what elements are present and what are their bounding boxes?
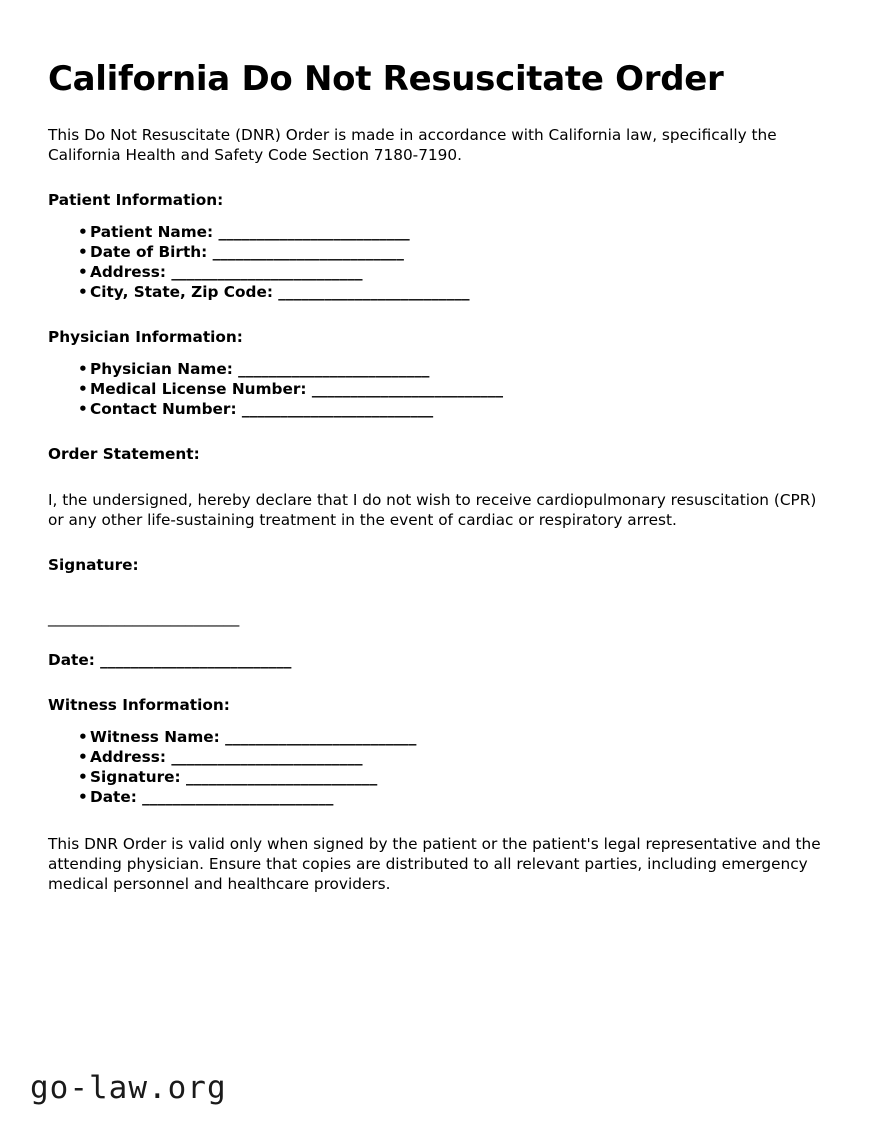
field-label: Date: — [90, 788, 137, 807]
patient-information-field-list — [48, 222, 821, 302]
field-blank[interactable]: _________________________ — [171, 263, 363, 282]
signature-line[interactable]: _________________________ — [48, 609, 240, 628]
patient-information-heading: Patient Information: — [48, 191, 224, 210]
field-blank[interactable]: _________________________ — [100, 651, 292, 670]
field-contact-number — [48, 399, 821, 419]
field-date-of-birth — [48, 242, 821, 262]
page-title: California Do Not Resuscitate Order — [48, 59, 724, 99]
field-blank[interactable]: _________________________ — [171, 748, 363, 767]
field-witness-date — [48, 787, 821, 807]
field-witness-name — [48, 727, 821, 747]
field-address — [48, 262, 821, 282]
field-physician-name — [48, 359, 821, 379]
field-blank[interactable]: _________________________ — [212, 243, 404, 262]
field-label: City, State, Zip Code: — [90, 283, 273, 302]
field-label: Witness Name: — [90, 728, 220, 747]
witness-information-field-list — [48, 727, 821, 807]
field-label: Address: — [90, 263, 166, 282]
field-blank[interactable]: _________________________ — [225, 728, 417, 747]
field-blank[interactable]: _________________________ — [311, 380, 504, 399]
field-label: Medical License Number: — [90, 380, 307, 399]
field-label: Signature: — [90, 768, 181, 787]
signature-date-line — [48, 650, 821, 670]
intro-paragraph: This Do Not Resuscitate (DNR) Order is made in accordance with California law, specifically the California Health and Safety Code Section 7180-7190. — [48, 126, 777, 165]
signature-heading: Signature: — [48, 556, 139, 575]
order-statement-heading: Order Statement: — [48, 445, 200, 464]
field-city-state-zip — [48, 282, 821, 302]
field-label: Date: — [48, 651, 95, 670]
field-witness-signature — [48, 767, 821, 787]
site-watermark: go-law.org — [30, 1070, 227, 1106]
field-label: Patient Name: — [90, 223, 214, 242]
field-label: Address: — [90, 748, 166, 767]
physician-information-heading: Physician Information: — [48, 328, 243, 347]
field-witness-address — [48, 747, 821, 767]
field-blank[interactable]: _________________________ — [241, 400, 434, 419]
field-blank[interactable]: _________________________ — [142, 788, 334, 807]
closing-paragraph: This DNR Order is valid only when signed by the patient or the patient's legal representative and the attending physician. Ensure that copies are distributed to all relevant parties, including emergency medical personnel and healthcare providers. — [48, 835, 821, 894]
field-blank[interactable]: _________________________ — [238, 360, 430, 379]
field-label: Contact Number: — [90, 400, 237, 419]
order-statement-body: I, the undersigned, hereby declare that I do not wish to receive cardiopulmonary resuscitation (CPR) or any other life-sustaining treatment in the event of cardiac or respiratory arrest. — [48, 491, 817, 530]
field-blank[interactable]: _________________________ — [218, 223, 410, 242]
witness-information-heading: Witness Information: — [48, 696, 230, 715]
field-blank[interactable]: _________________________ — [278, 283, 470, 302]
field-blank[interactable]: _________________________ — [186, 768, 378, 787]
field-medical-license-number — [48, 379, 821, 399]
physician-information-field-list — [48, 359, 821, 419]
field-label: Physician Name: — [90, 360, 233, 379]
field-patient-name — [48, 222, 821, 242]
field-label: Date of Birth: — [90, 243, 208, 262]
